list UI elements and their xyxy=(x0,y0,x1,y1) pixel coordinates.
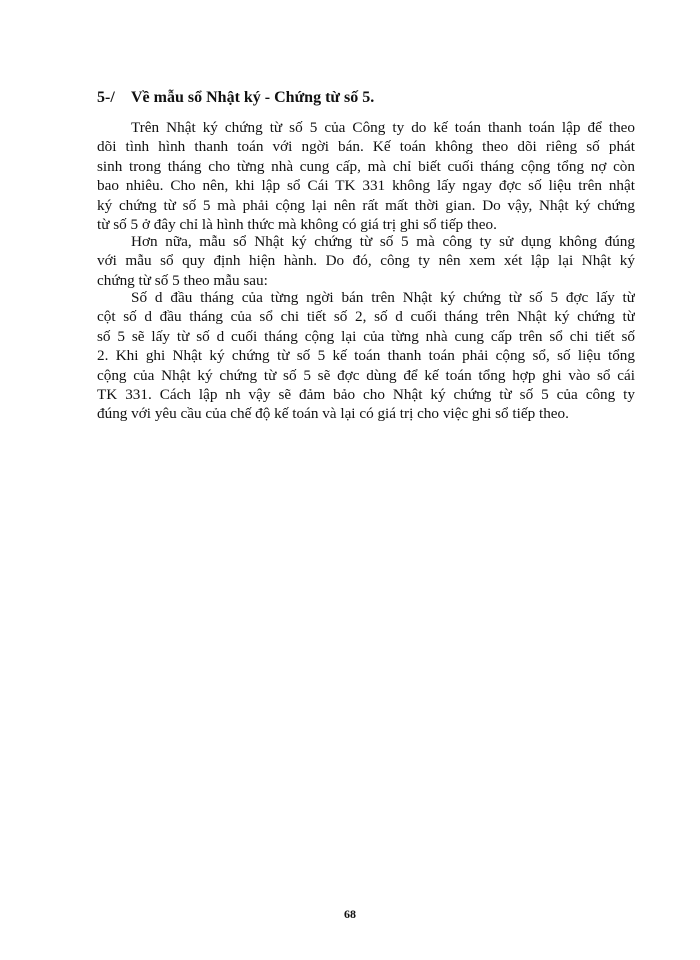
section-title: Về mẫu sổ Nhật ký - Chứng từ số 5. xyxy=(131,89,375,106)
paragraph-line: cột số d đầu tháng của sổ chi tiết số 2, số d cuối tháng trên Nhật ký chứng từ xyxy=(97,308,635,326)
paragraph-line: dõi tình hình thanh toán với ngời bán. Kế toán không theo dõi riêng số phát xyxy=(97,138,635,156)
paragraph-1 xyxy=(97,118,635,234)
paragraph-line: 2. Khi ghi Nhật ký chứng từ số 5 kế toán thanh toán phải cộng sổ, số liệu tổng xyxy=(97,347,635,365)
paragraph-line: với mẫu sổ quy định hiện hành. Do đó, công ty nên xem xét lập lại Nhật ký xyxy=(97,252,635,270)
paragraph-line: bao nhiêu. Cho nên, khi lập sổ Cái TK 331 không lấy ngay đợc số liệu trên nhật xyxy=(97,177,635,195)
paragraph-line: từ số 5 ở đây chỉ là hình thức mà không có giá trị ghi sổ tiếp theo. xyxy=(97,216,497,234)
paragraph-line: cộng của Nhật ký chứng từ số 5 sẽ đợc dùng để kế toán tổng hợp ghi vào sổ cái xyxy=(97,366,635,384)
paragraph-line: Hơn nữa, mẫu sổ Nhật ký chứng từ số 5 mà công ty sử dụng không đúng xyxy=(131,233,635,250)
paragraph-line: đúng với yêu cầu của chế độ kế toán và lại có giá trị cho việc ghi sổ tiếp theo. xyxy=(97,405,569,423)
paragraph-line: Trên Nhật ký chứng từ số 5 của Công ty do kế toán thanh toán lập để theo xyxy=(131,119,635,136)
section-number: 5-/ xyxy=(97,89,115,106)
paragraph-3 xyxy=(97,288,635,424)
paragraph-line: sinh trong tháng cho từng nhà cung cấp, mà chỉ biết cuối tháng cộng tổng nợ còn xyxy=(97,157,635,175)
paragraph-line: chứng từ số 5 theo mẫu sau: xyxy=(97,271,268,289)
paragraph-line: Số d đầu tháng của từng ngời bán trên Nhật ký chứng từ số 5 đợc lấy từ xyxy=(131,289,635,306)
section-heading xyxy=(97,89,374,107)
paragraph-line: ký chứng từ số 5 mà phải cộng lại nên rất mất thời gian. Do vậy, Nhật ký chứng xyxy=(97,196,635,214)
paragraph-2 xyxy=(97,232,635,290)
paragraph-line: số 5 sẽ lấy từ số d cuối tháng cộng lại của từng nhà cung cấp trên sổ chi tiết số xyxy=(97,327,635,345)
paragraph-line: TK 331. Cách lập nh vậy sẽ đảm bảo cho Nhật ký chứng từ số 5 của công ty xyxy=(97,386,635,404)
page-number: 68 xyxy=(344,907,356,921)
